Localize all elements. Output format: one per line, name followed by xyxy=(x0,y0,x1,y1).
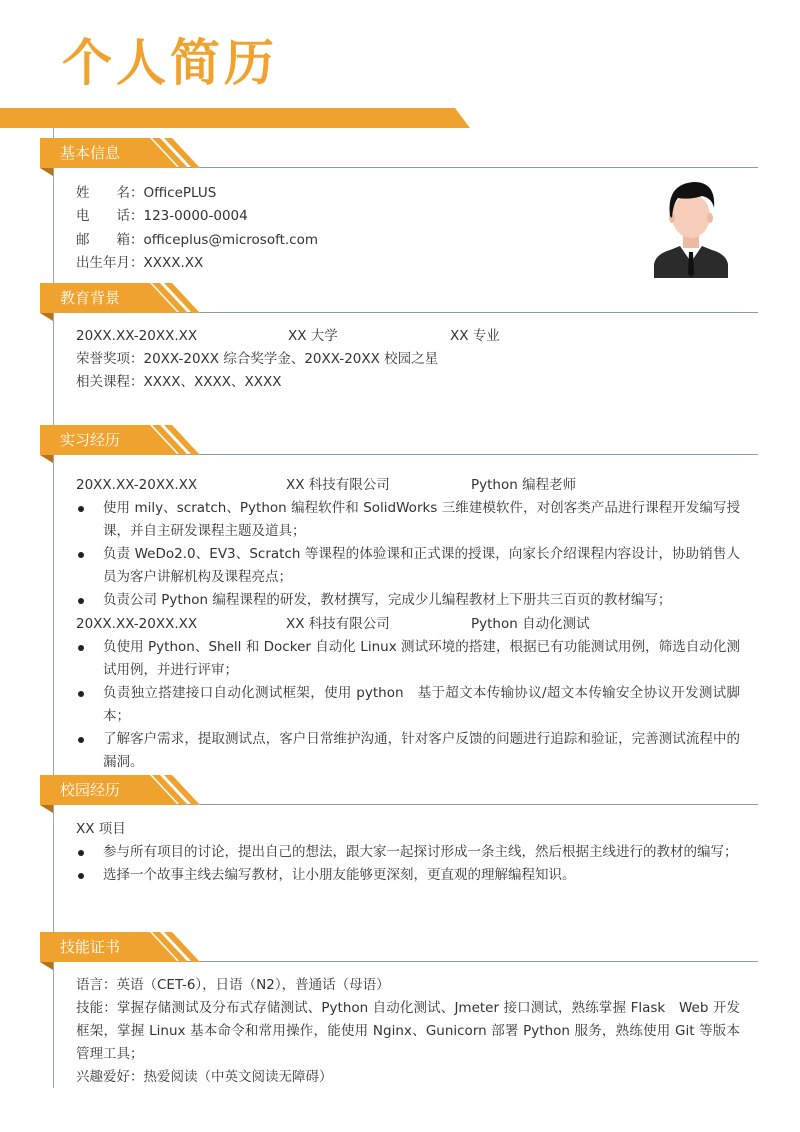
info-birth-row: 出生年月：XXXX.XX xyxy=(76,255,204,271)
section-header-campus xyxy=(40,775,758,805)
section-title: 技能证书 xyxy=(60,938,121,956)
list-item: 负责公司 Python 编程课程的研发，教材撰写，完成少儿编程教材上下册共三百页的教材编写； xyxy=(76,589,740,612)
info-phone-row: 电 话：123-0000-0004 xyxy=(76,208,248,224)
section-header-internship xyxy=(40,425,758,455)
education-major: XX 专业 xyxy=(450,328,500,344)
list-item: 了解客户需求，提取测试点，客户日常维护沟通，针对客户反馈的问题进行追踪和验证，完善测试流程中的漏洞。 xyxy=(76,728,740,774)
education-period: 20XX.XX-20XX.XX xyxy=(76,328,198,344)
job-2-bullets xyxy=(76,636,740,774)
section-title: 校园经历 xyxy=(60,781,121,799)
job-role: Python 编程老师 xyxy=(471,477,577,493)
birth-value: XXXX.XX xyxy=(143,255,204,271)
skills-language: 语言：英语（CET-6），日语（N2），普通话（母语） xyxy=(76,977,390,993)
education-courses: 相关课程：XXXX、XXXX、XXXX xyxy=(76,374,282,390)
section-title: 实习经历 xyxy=(60,431,121,449)
section-header-education xyxy=(40,283,758,313)
person-avatar-icon xyxy=(652,178,730,278)
campus-project: XX 项目 xyxy=(76,821,126,837)
job-role: Python 自动化测试 xyxy=(471,616,590,632)
phone-value: 123-0000-0004 xyxy=(143,208,248,224)
job-1-row xyxy=(76,475,636,495)
education-main-row xyxy=(76,326,516,346)
education-honors: 荣誉奖项：20XX-20XX 综合奖学金、20XX-20XX 校园之星 xyxy=(76,351,439,367)
section-header-skills xyxy=(40,932,758,962)
skills-hobby: 兴趣爱好：热爱阅读（中英文阅读无障碍） xyxy=(76,1069,333,1085)
section-header-basic xyxy=(40,138,758,168)
education-school: XX 大学 xyxy=(288,328,338,344)
job-period: 20XX.XX-20XX.XX xyxy=(76,616,198,632)
section-title: 基本信息 xyxy=(60,144,121,162)
job-2-row xyxy=(76,614,636,634)
job-company: XX 科技有限公司 xyxy=(286,477,390,493)
section-title: 教育背景 xyxy=(60,289,121,307)
list-item: 参与所有项目的讨论，提出自己的想法，跟大家一起探讨形成一条主线，然后根据主线进行的教材的编写； xyxy=(76,841,740,864)
list-item: 选择一个故事主线去编写教材，让小朋友能够更深刻，更直观的理解编程知识。 xyxy=(76,864,740,887)
email-value: officeplus@microsoft.com xyxy=(143,232,319,248)
list-item: 负责 WeDo2.0、EV3、Scratch 等课程的体验课和正式课的授课，向家长介绍课程内容设计，协助销售人员为客户讲解机构及课程亮点； xyxy=(76,543,740,589)
campus-bullets xyxy=(76,841,740,887)
info-name-row: 姓 名：OfficePLUS xyxy=(76,185,217,201)
job-period: 20XX.XX-20XX.XX xyxy=(76,477,198,493)
job-company: XX 科技有限公司 xyxy=(286,616,390,632)
job-1-bullets xyxy=(76,497,740,612)
list-item: 负责独立搭建接口自动化测试框架，使用 python 基于超文本传输协议/超文本传输安全协议开发测试脚本； xyxy=(76,682,740,728)
skills-tech: 技能：掌握存储测试及分布式存储测试、Python 自动化测试、Jmeter 接口测试，熟练掌握 Flask Web 开发框架，掌握 Linux 基本命令和常用操作，能使用 Nginx、Gunicorn 部署 Python 服务，熟练使用 Git 等版本管理工具； xyxy=(76,1000,740,1062)
list-item: 负使用 Python、Shell 和 Docker 自动化 Linux 测试环境的搭建，根据已有功能测试用例，筛选自动化测试用例，并进行评审； xyxy=(76,636,740,682)
title-accent-bar xyxy=(0,108,470,128)
name-value: OfficePLUS xyxy=(143,185,217,201)
list-item: 使用 mily、scratch、Python 编程软件和 SolidWorks 三维建模软件，对创客类产品进行课程开发编写授课，并自主研发课程主题及道具； xyxy=(76,497,740,543)
info-email-row: 邮 箱：officeplus@microsoft.com xyxy=(76,232,319,248)
page-title: 个人简历 xyxy=(62,34,278,92)
